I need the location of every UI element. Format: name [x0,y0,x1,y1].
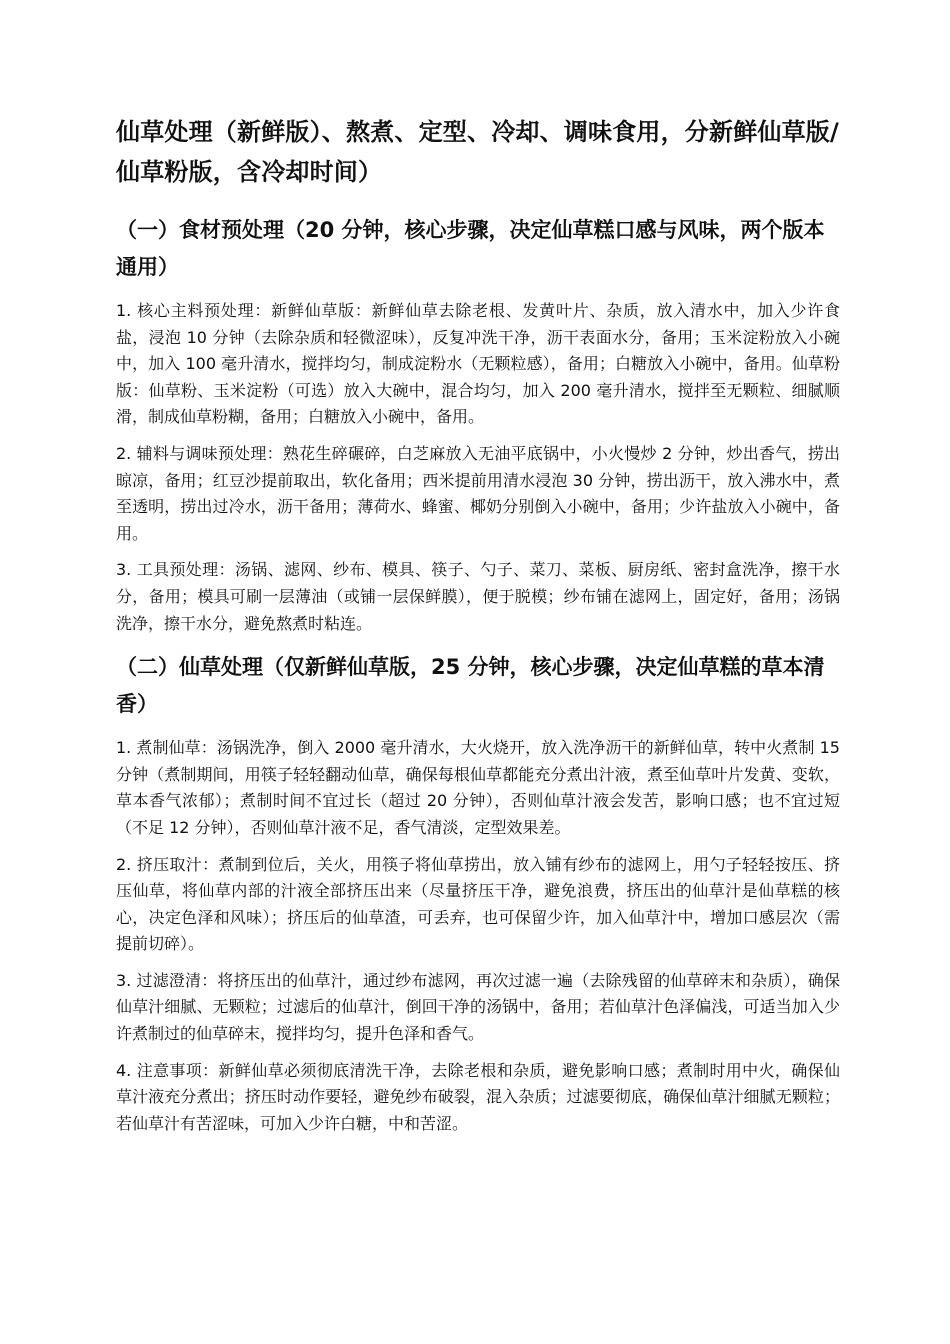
document-title: 仙草处理（新鲜版）、熬煮、定型、冷却、调味食用，分新鲜仙草版/仙草粉版，含冷却时间） [116,118,839,186]
paragraph-filtering: 3. 过滤澄清：将挤压出的仙草汁，通过纱布滤网，再次过滤一遍（去除残留的仙草碎末和杂质），确保仙草汁细腻、无颗粒；过滤后的仙草汁，倒回干净的汤锅中，备用；若仙草汁色泽偏浅，可适当加入少许煮制过的仙草碎末，搅拌均匀，提升色泽和香气。 [116,970,840,1044]
section-grass-jelly-processing [116,649,840,1137]
paragraph-squeezing: 2. 挤压取汁：煮制到位后，关火，用筷子将仙草捞出，放入铺有纱布的滤网上，用勺子轻轻按压、挤压仙草，将仙草内部的汁液全部挤压出来（尽量挤压干净，避免浪费，挤压出的仙草汁是仙草糕的核心，决定色泽和风味）；挤压后的仙草渣，可丢弃，也可保留少许，加入仙草汁中，增加口感层次（需提前切碎）。 [116,854,840,954]
paragraph-notes: 4. 注意事项：新鲜仙草必须彻底清洗干净，去除老根和杂质，避免影响口感；煮制时用中火，确保仙草汁液充分煮出；挤压时动作要轻，避免纱布破裂，混入杂质；过滤要彻底，确保仙草汁细腻无颗粒；若仙草汁有苦涩味，可加入少许白糖，中和苦涩。 [116,1060,840,1133]
section-preprocessing [116,212,840,637]
section-heading: （二）仙草处理（仅新鲜仙草版，25 分钟，核心步骤，决定仙草糕的草本清香） [116,655,825,717]
section-heading: （一）食材预处理（20 分钟，核心步骤，决定仙草糕口感与风味，两个版本通用） [116,218,825,279]
paragraph-boiling: 1. 煮制仙草：汤锅洗净，倒入 2000 毫升清水，大火烧开，放入洗净沥干的新鲜仙草，转中火煮制 15 分钟（煮制期间，用筷子轻轻翻动仙草，确保每根仙草都能充分煮出汁液，煮至仙草叶片发黄、变软，草本香气浓郁）；煮制时间不宜过长（超过 20 分钟），否则仙草汁液会发苦，影响口感；也不宜过短（不足 12 分钟），否则仙草汁液不足，香气清淡，定型效果差。 [116,738,840,837]
paragraph-tools: 3. 工具预处理：汤锅、滤网、纱布、模具、筷子、勺子、菜刀、菜板、厨房纸、密封盒洗净，擦干水分，备用；模具可刷一层薄油（或铺一层保鲜膜），便于脱模；纱布铺在滤网上，固定好，备用；汤锅洗净，擦干水分，避免熬煮时粘连。 [116,560,840,633]
paragraph-accessories-seasoning: 2. 辅料与调味预处理：熟花生碎碾碎，白芝麻放入无油平底锅中，小火慢炒 2 分钟，炒出香气，捞出晾凉，备用；红豆沙提前取出，软化备用；西米提前用清水浸泡 30 分钟，捞出沥干，放入沸水中，煮至透明，捞出过冷水，沥干备用；薄荷水、蜂蜜、椰奶分别倒入小碗中，备用；少许盐放入小碗中，备用。 [116,443,840,543]
paragraph-main-ingredients: 1. 核心主料预处理：新鲜仙草版：新鲜仙草去除老根、发黄叶片、杂质，放入清水中，加入少许食盐，浸泡 10 分钟（去除杂质和轻微涩味），反复冲洗干净，沥干表面水分，备用；玉米淀粉放入小碗中，加入 100 毫升清水，搅拌均匀，制成淀粉水（无颗粒感），备用；白糖放入小碗中，备用。仙草粉版：仙草粉、玉米淀粉（可选）放入大碗中，混合均匀，加入 200 毫升清水，搅拌至无颗粒、细腻顺滑，制成仙草粉糊，备用；白糖放入小碗中，备用。 [116,301,840,427]
document-page [116,112,840,1147]
